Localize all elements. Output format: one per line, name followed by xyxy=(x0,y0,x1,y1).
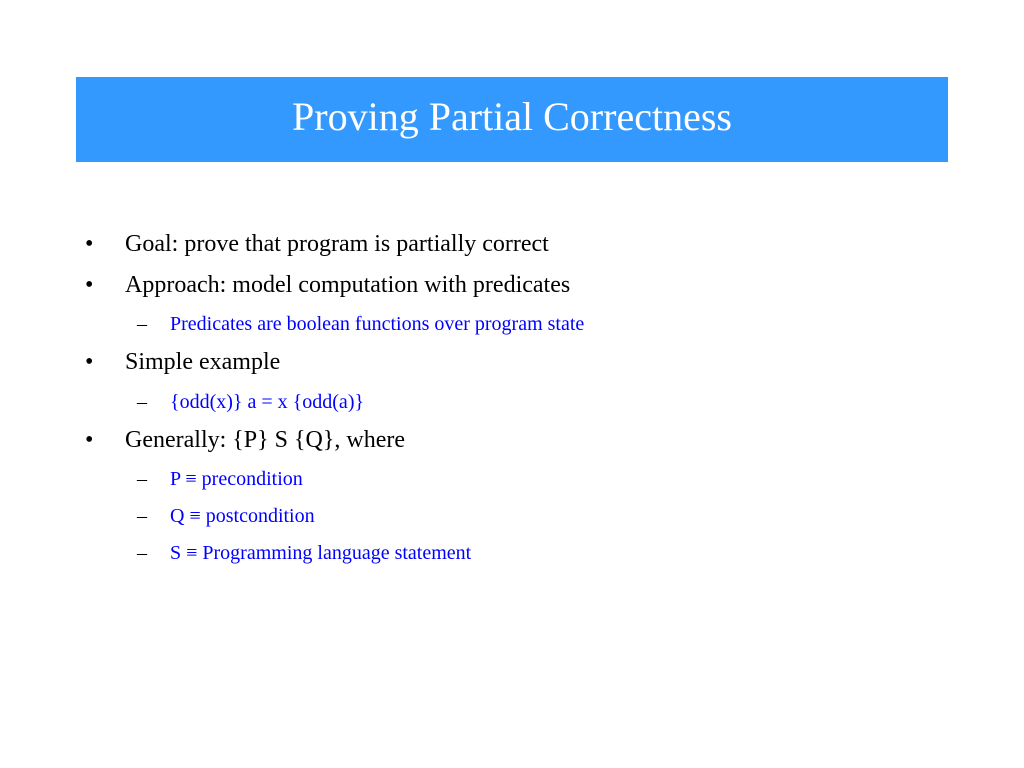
sub-bullet-text: Q ≡ postcondition xyxy=(170,505,315,527)
sub-bullet-marker: – xyxy=(137,391,147,413)
sub-bullet-text: {odd(x)} a = x {odd(a)} xyxy=(170,391,365,413)
sub-bullet-text: P ≡ precondition xyxy=(170,468,303,490)
bullet-text: Simple example xyxy=(125,349,281,375)
bullet-marker: • xyxy=(85,272,94,298)
sub-bullet-text: Predicates are boolean functions over program state xyxy=(170,313,585,335)
sub-bullet-marker: – xyxy=(137,313,147,335)
bullet-text: Goal: prove that program is partially correct xyxy=(125,231,549,257)
sub-bullet-marker: – xyxy=(137,542,147,564)
bullet-marker: • xyxy=(85,427,94,453)
sub-bullet-marker: – xyxy=(137,468,147,490)
bullet-text: Approach: model computation with predicates xyxy=(125,272,571,298)
bullet-text: Generally: {P} S {Q}, where xyxy=(125,427,406,453)
sub-bullet-marker: – xyxy=(137,505,147,527)
slide-title: Proving Partial Correctness xyxy=(292,93,732,139)
bullet-marker: • xyxy=(85,231,94,257)
sub-bullet-text: S ≡ Programming language statement xyxy=(170,542,472,564)
bullet-marker: • xyxy=(85,349,94,375)
